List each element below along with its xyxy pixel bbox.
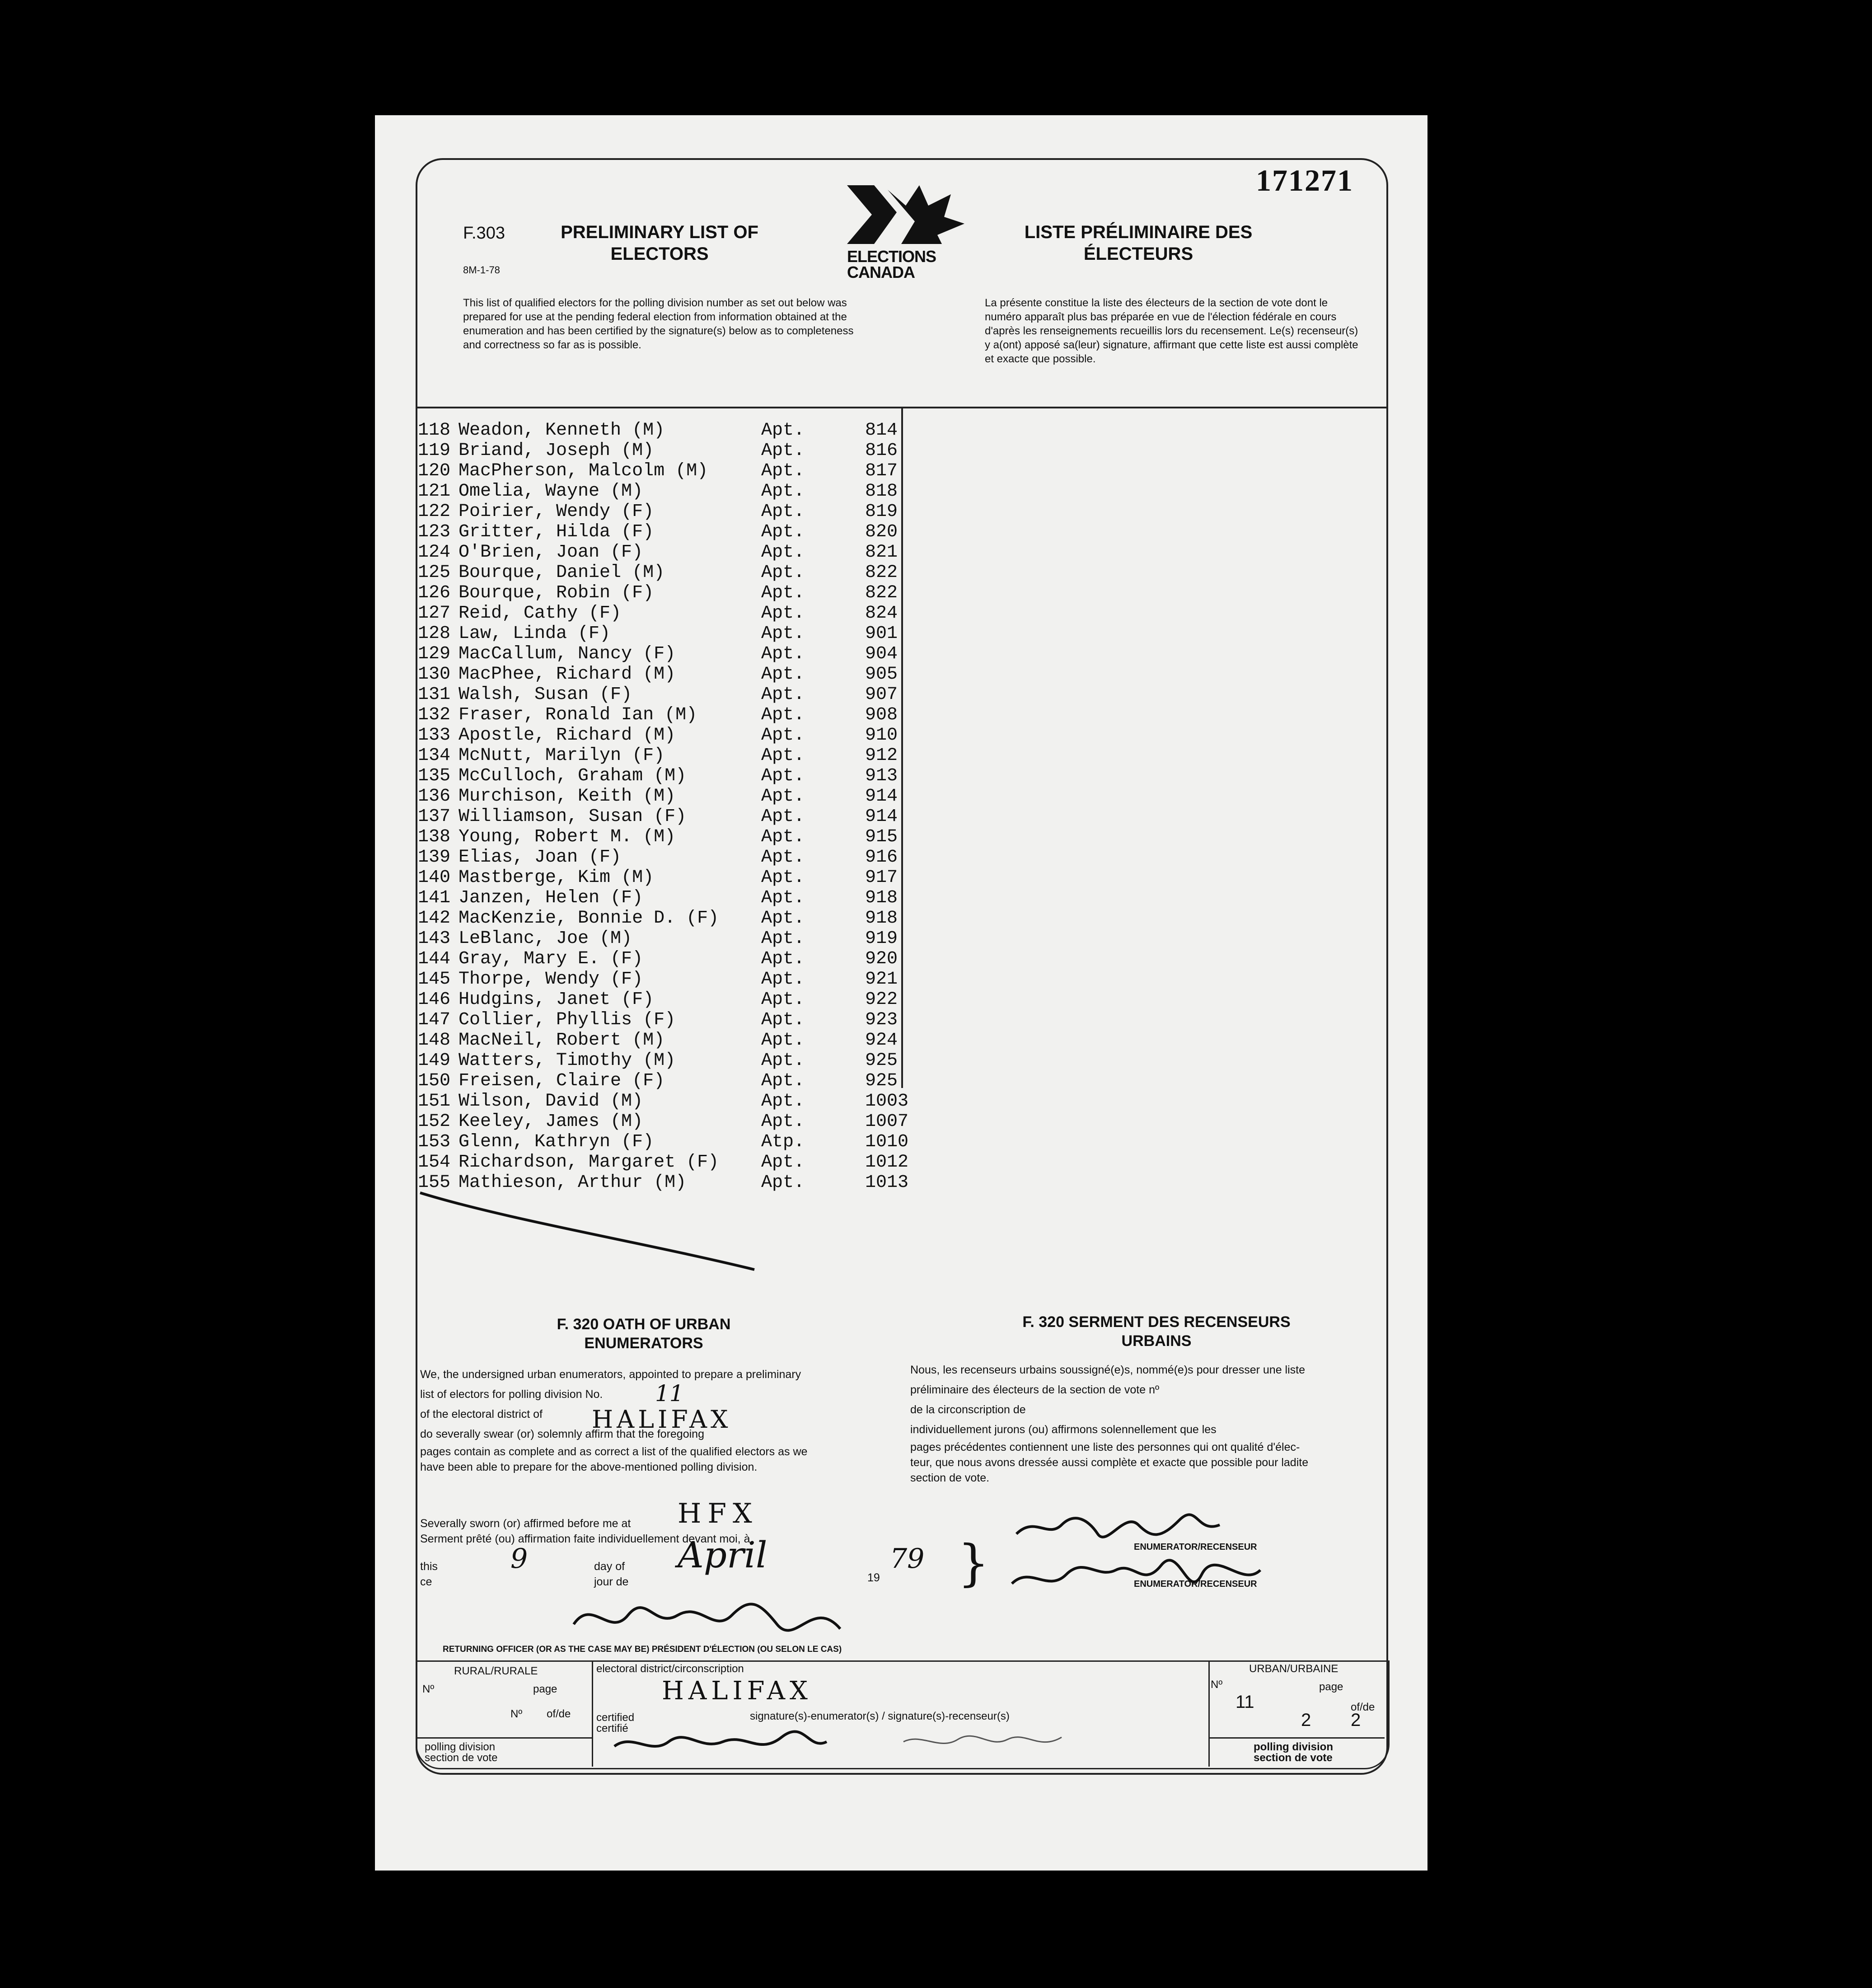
elector-name: Murchison, Keith (M) — [459, 786, 676, 806]
oath-en-line2: list of electors for polling division No. — [420, 1388, 603, 1401]
elector-unit: 819 — [865, 502, 898, 522]
elector-number: 133 — [418, 725, 451, 746]
oath-fr-line6: teur, que nous avons dressée aussi complète et exacte que possible pour ladite — [910, 1456, 1309, 1469]
this-label — [420, 1559, 438, 1589]
elector-name: Law, Linda (F) — [459, 624, 611, 644]
elector-apt-label: Apt. — [761, 949, 805, 969]
elector-name: Briand, Joseph (M) — [459, 441, 654, 461]
elector-unit: 1003 — [865, 1091, 909, 1111]
certified-fr: certifié — [596, 1722, 628, 1735]
elector-number: 146 — [418, 989, 451, 1010]
elector-apt-label: Apt. — [761, 522, 805, 542]
elector-name: MacPherson, Malcolm (M) — [459, 461, 708, 481]
elector-name: Fraser, Ronald Ian (M) — [459, 705, 697, 725]
elector-name: Richardson, Margaret (F) — [459, 1152, 719, 1172]
oath-fr-line5: pages précédentes contiennent une liste des personnes qui ont qualité d'élec- — [910, 1441, 1300, 1453]
elector-number: 132 — [418, 705, 451, 725]
elector-name: Collier, Phyllis (F) — [459, 1010, 676, 1030]
elector-unit: 908 — [865, 705, 898, 725]
elector-number: 125 — [418, 563, 451, 583]
elector-unit: 914 — [865, 786, 898, 806]
urban-polling-en: polling division — [1254, 1741, 1333, 1753]
elector-name: MacPhee, Richard (M) — [459, 664, 676, 685]
elector-apt-label: Apt. — [761, 1030, 805, 1050]
elector-unit: 917 — [865, 867, 898, 888]
returning-officer-signature — [569, 1588, 885, 1647]
elector-unit: 918 — [865, 908, 898, 928]
elector-unit: 918 — [865, 888, 898, 908]
elector-number: 124 — [418, 542, 451, 563]
elector-number: 152 — [418, 1111, 451, 1132]
elector-apt-label: Apt. — [761, 847, 805, 867]
elector-name: Keeley, James (M) — [459, 1111, 643, 1132]
elector-name: MacKenzie, Bonnie D. (F) — [459, 908, 719, 928]
elector-name: Young, Robert M. (M) — [459, 827, 676, 847]
elector-number: 151 — [418, 1091, 451, 1111]
elector-name: McCulloch, Graham (M) — [459, 766, 687, 786]
district-value: HALIFAX — [662, 1676, 812, 1706]
elector-apt-label: Apt. — [761, 441, 805, 461]
elector-unit: 901 — [865, 624, 898, 644]
elector-unit: 905 — [865, 664, 898, 685]
urban-of-value: 2 — [1351, 1710, 1361, 1730]
elector-number: 136 — [418, 786, 451, 806]
elector-apt-label: Apt. — [761, 664, 805, 685]
signature-label: signature(s)-enumerator(s) / signature(s)-recenseur(s) — [750, 1710, 1010, 1722]
elector-apt-label: Apt. — [761, 746, 805, 766]
rural-polling — [425, 1742, 497, 1763]
elector-unit: 822 — [865, 563, 898, 583]
elector-number: 143 — [418, 928, 451, 949]
elector-apt-label: Apt. — [761, 685, 805, 705]
enumerator-signatures — [1007, 1507, 1351, 1606]
elector-unit: 915 — [865, 827, 898, 847]
enumerator-label-2: ENUMERATOR/RECENSEUR — [1134, 1579, 1257, 1589]
elector-unit: 924 — [865, 1030, 898, 1050]
oath-en-line3: of the electoral district of — [420, 1408, 543, 1421]
oath-fr-line3: de la circonscription de — [910, 1403, 1026, 1416]
year-handwritten: 79 — [890, 1543, 925, 1575]
elector-number: 119 — [418, 441, 451, 461]
elector-unit: 913 — [865, 766, 898, 786]
elector-apt-label: Apt. — [761, 502, 805, 522]
elector-apt-label: Apt. — [761, 1091, 805, 1111]
footer-divider-1 — [592, 1660, 593, 1767]
elector-name: Watters, Timothy (M) — [459, 1050, 676, 1071]
elector-apt-label: Apt. — [761, 888, 805, 908]
elector-name: Bourque, Daniel (M) — [459, 563, 665, 583]
x-maple-leaf-icon — [847, 181, 969, 248]
elector-number: 140 — [418, 867, 451, 888]
oath-title-fr: F. 320 SERMENT DES RECENSEURS URBAINS — [1022, 1313, 1291, 1350]
oath-en-line5: pages contain as complete and as correct a list of the qualified electors as we — [420, 1445, 808, 1458]
elector-apt-label: Apt. — [761, 624, 805, 644]
elector-unit: 1007 — [865, 1111, 909, 1132]
elector-apt-label: Apt. — [761, 603, 805, 624]
elector-number: 153 — [418, 1132, 451, 1152]
elector-apt-label: Apt. — [761, 1111, 805, 1132]
rural-no: Nº — [422, 1683, 435, 1695]
elector-unit: 925 — [865, 1071, 898, 1091]
rural-page: page — [533, 1683, 557, 1695]
day-of-fr: jour de — [594, 1575, 629, 1588]
enumerator-label-1: ENUMERATOR/RECENSEUR — [1134, 1542, 1257, 1552]
this-en: this — [420, 1560, 438, 1573]
day-of-label — [594, 1559, 628, 1589]
elector-unit: 921 — [865, 969, 898, 989]
certified-en: certified — [596, 1711, 635, 1724]
title-fr: LISTE PRÉLIMINAIRE DES ÉLECTEURS — [1024, 222, 1253, 264]
elector-apt-label: Apt. — [761, 1172, 805, 1193]
oath-title-en: F. 320 OATH OF URBAN ENUMERATORS — [557, 1316, 731, 1352]
logo-line1: ELECTIONS — [847, 247, 936, 266]
elector-apt-label: Apt. — [761, 1071, 805, 1091]
urban-of-de-label: of/de — [1351, 1701, 1375, 1713]
elector-number: 141 — [418, 888, 451, 908]
elections-canada-logo — [847, 181, 969, 280]
elector-apt-label: Apt. — [761, 461, 805, 481]
elector-apt-label: Apt. — [761, 1152, 805, 1172]
elector-name: Walsh, Susan (F) — [459, 685, 632, 705]
rural-no-2: Nº — [510, 1708, 523, 1720]
elector-unit: 922 — [865, 989, 898, 1010]
elector-number: 131 — [418, 685, 451, 705]
elector-name: Glenn, Kathryn (F) — [459, 1132, 654, 1152]
elector-number: 126 — [418, 583, 451, 603]
elector-number: 118 — [418, 420, 451, 441]
elector-apt-label: Apt. — [761, 928, 805, 949]
elector-unit: 904 — [865, 644, 898, 664]
elector-name: Weadon, Kenneth (M) — [459, 420, 665, 441]
elector-apt-label: Apt. — [761, 1050, 805, 1071]
oath-en-line1: We, the undersigned urban enumerators, appointed to prepare a preliminary — [420, 1368, 801, 1381]
elector-unit: 814 — [865, 420, 898, 441]
elector-unit: 824 — [865, 603, 898, 624]
elector-apt-label: Apt. — [761, 583, 805, 603]
intro-fr: La présente constitue la liste des électeurs de la section de vote dont le numéro apparaît plus bas préparée en vue de l'élection fédérale en cours d'après les renseignements recueillis lors du recensement. Le(s) recenseur(s) y a(ont) apposé sa(leur) signature, affirmant que cette liste est aussi complète et exacte que possible. — [985, 297, 1358, 365]
elector-number: 137 — [418, 806, 451, 827]
elector-name: Apostle, Richard (M) — [459, 725, 676, 746]
elector-apt-label: Apt. — [761, 766, 805, 786]
day-handwritten: 9 — [510, 1543, 528, 1575]
footer-divider-2 — [1208, 1660, 1210, 1767]
elector-name: Williamson, Susan (F) — [459, 806, 687, 827]
elector-unit: 914 — [865, 806, 898, 827]
elector-number: 129 — [418, 644, 451, 664]
elector-name: MacCallum, Nancy (F) — [459, 644, 676, 664]
elector-apt-label: Apt. — [761, 725, 805, 746]
urban-no-label: Nº — [1211, 1679, 1223, 1691]
elector-number: 130 — [418, 664, 451, 685]
district-handwritten: HALIFAX — [592, 1405, 732, 1434]
elector-name: Thorpe, Wendy (F) — [459, 969, 643, 989]
elector-name: Janzen, Helen (F) — [459, 888, 643, 908]
elector-number: 120 — [418, 461, 451, 481]
urban-polling — [1254, 1742, 1333, 1763]
rural-polling-en: polling division — [425, 1741, 496, 1753]
oath-fr-line7: section de vote. — [910, 1472, 990, 1484]
elector-number: 122 — [418, 502, 451, 522]
elector-number: 139 — [418, 847, 451, 867]
elector-number: 121 — [418, 481, 451, 502]
elector-number: 142 — [418, 908, 451, 928]
elector-apt-label: Apt. — [761, 1010, 805, 1030]
elector-number: 148 — [418, 1030, 451, 1050]
urban-page-label: page — [1319, 1681, 1343, 1693]
elector-name: Mathieson, Arthur (M) — [459, 1172, 687, 1193]
elector-apt-label: Atp. — [761, 1132, 805, 1152]
elector-apt-label: Apt. — [761, 989, 805, 1010]
elector-number: 138 — [418, 827, 451, 847]
elector-unit: 1010 — [865, 1132, 909, 1152]
electoral-district-label: electoral district/circonscription — [596, 1663, 744, 1675]
year-prefix: 19 — [867, 1571, 880, 1584]
footer-rule-left — [416, 1737, 592, 1739]
elector-apt-label: Apt. — [761, 806, 805, 827]
elector-apt-label: Apt. — [761, 644, 805, 664]
elector-unit: 817 — [865, 461, 898, 481]
urban-page-value: 2 — [1301, 1710, 1311, 1730]
serial-number: 171271 — [1256, 163, 1353, 197]
elector-name: LeBlanc, Joe (M) — [459, 928, 632, 949]
elector-unit: 821 — [865, 542, 898, 563]
elector-apt-label: Apt. — [761, 867, 805, 888]
elector-number: 150 — [418, 1071, 451, 1091]
oath-en-line6: have been able to prepare for the above-mentioned polling division. — [420, 1461, 758, 1473]
elector-name: Wilson, David (M) — [459, 1091, 643, 1111]
rural-of-de: of/de — [547, 1708, 571, 1720]
elector-apt-label: Apt. — [761, 563, 805, 583]
elector-number: 128 — [418, 624, 451, 644]
elector-unit: 818 — [865, 481, 898, 502]
elector-unit: 920 — [865, 949, 898, 969]
column-divider — [901, 408, 903, 1088]
oath-en-line4: do severally swear (or) solemnly affirm that the foregoing — [420, 1428, 704, 1440]
elector-name: Elias, Joan (F) — [459, 847, 622, 867]
elector-apt-label: Apt. — [761, 969, 805, 989]
ballot-list-sheet — [375, 115, 1427, 1871]
elector-number: 144 — [418, 949, 451, 969]
elector-number: 155 — [418, 1172, 451, 1193]
footer-signatures — [610, 1724, 1129, 1769]
footer-rule-right — [1208, 1737, 1385, 1739]
rural-label: RURAL/RURALE — [454, 1665, 538, 1677]
oath-fr — [910, 1360, 1385, 1486]
elector-apt-label: Apt. — [761, 827, 805, 847]
elector-unit: 919 — [865, 928, 898, 949]
month-handwritten: April — [678, 1534, 768, 1576]
end-of-list-stroke — [418, 1188, 761, 1279]
day-of-en: day of — [594, 1560, 625, 1573]
elector-name: Mastberge, Kim (M) — [459, 867, 654, 888]
elector-unit: 820 — [865, 522, 898, 542]
sworn-fr: Serment prêté (ou) affirmation faite individuellement devant moi, à — [420, 1533, 750, 1545]
elector-unit: 1012 — [865, 1152, 909, 1172]
oath-fr-line4: individuellement jurons (ou) affirmons solennellement que les — [910, 1423, 1217, 1436]
elector-unit: 916 — [865, 847, 898, 867]
elector-apt-label: Apt. — [761, 786, 805, 806]
form-date: 8M-1-78 — [463, 264, 500, 276]
elector-number: 134 — [418, 746, 451, 766]
elector-apt-label: Apt. — [761, 908, 805, 928]
elector-unit: 816 — [865, 441, 898, 461]
elector-number: 154 — [418, 1152, 451, 1172]
place-handwritten: HFX — [678, 1498, 758, 1529]
elector-unit: 910 — [865, 725, 898, 746]
elector-name: McNutt, Marilyn (F) — [459, 746, 665, 766]
elector-name: Poirier, Wendy (F) — [459, 502, 654, 522]
elector-number: 123 — [418, 522, 451, 542]
elector-unit: 912 — [865, 746, 898, 766]
form-code: F.303 — [463, 224, 505, 243]
elector-number: 149 — [418, 1050, 451, 1071]
returning-officer-label: RETURNING OFFICER (OR AS THE CASE MAY BE) PRÉSIDENT D'ÉLECTION (OU SELON LE CAS) — [443, 1645, 842, 1654]
elector-name: Gritter, Hilda (F) — [459, 522, 654, 542]
elector-apt-label: Apt. — [761, 705, 805, 725]
rural-polling-fr: section de vote — [425, 1752, 498, 1764]
elector-apt-label: Apt. — [761, 542, 805, 563]
elector-number: 127 — [418, 603, 451, 624]
elector-name: Bourque, Robin (F) — [459, 583, 654, 603]
elector-name: Omelia, Wayne (M) — [459, 481, 643, 502]
elector-name: Reid, Cathy (F) — [459, 603, 622, 624]
elector-name: MacNeil, Robert (M) — [459, 1030, 665, 1050]
intro-en: This list of qualified electors for the polling division number as set out below was prepared for use at the pending federal election from information obtained at the enumeration and has been certified by the signature(s) below as to completeness and correctness so far as is possible. — [463, 297, 854, 351]
urban-label: URBAN/URBAINE — [1249, 1663, 1338, 1675]
oath-fr-line1: Nous, les recenseurs urbains soussigné(e)s, nommé(e)s pour dresser une liste — [910, 1364, 1305, 1376]
this-fr: ce — [420, 1575, 432, 1588]
elector-number: 145 — [418, 969, 451, 989]
elector-unit: 923 — [865, 1010, 898, 1030]
elector-unit: 907 — [865, 685, 898, 705]
sworn-en: Severally sworn (or) affirmed before me at — [420, 1517, 631, 1530]
elector-apt-label: Apt. — [761, 481, 805, 502]
elector-number: 135 — [418, 766, 451, 786]
urban-polling-fr: section de vote — [1254, 1752, 1333, 1764]
elector-unit: 1013 — [865, 1172, 909, 1193]
elector-name: Gray, Mary E. (F) — [459, 949, 643, 969]
elector-number: 147 — [418, 1010, 451, 1030]
elector-name: Hudgins, Janet (F) — [459, 989, 654, 1010]
oath-fr-line2: préliminaire des électeurs de la section de vote nº — [910, 1383, 1160, 1396]
elector-unit: 822 — [865, 583, 898, 603]
title-en: PRELIMINARY LIST OF ELECTORS — [561, 222, 758, 264]
logo-line2: CANADA — [847, 263, 915, 281]
brace: } — [958, 1534, 989, 1592]
elector-name: Freisen, Claire (F) — [459, 1071, 665, 1091]
urban-no-value: 11 — [1236, 1692, 1254, 1712]
elector-apt-label: Apt. — [761, 420, 805, 441]
polling-no-handwritten: 11 — [655, 1380, 684, 1407]
elector-name: O'Brien, Joan (F) — [459, 542, 643, 563]
elector-unit: 925 — [865, 1050, 898, 1071]
